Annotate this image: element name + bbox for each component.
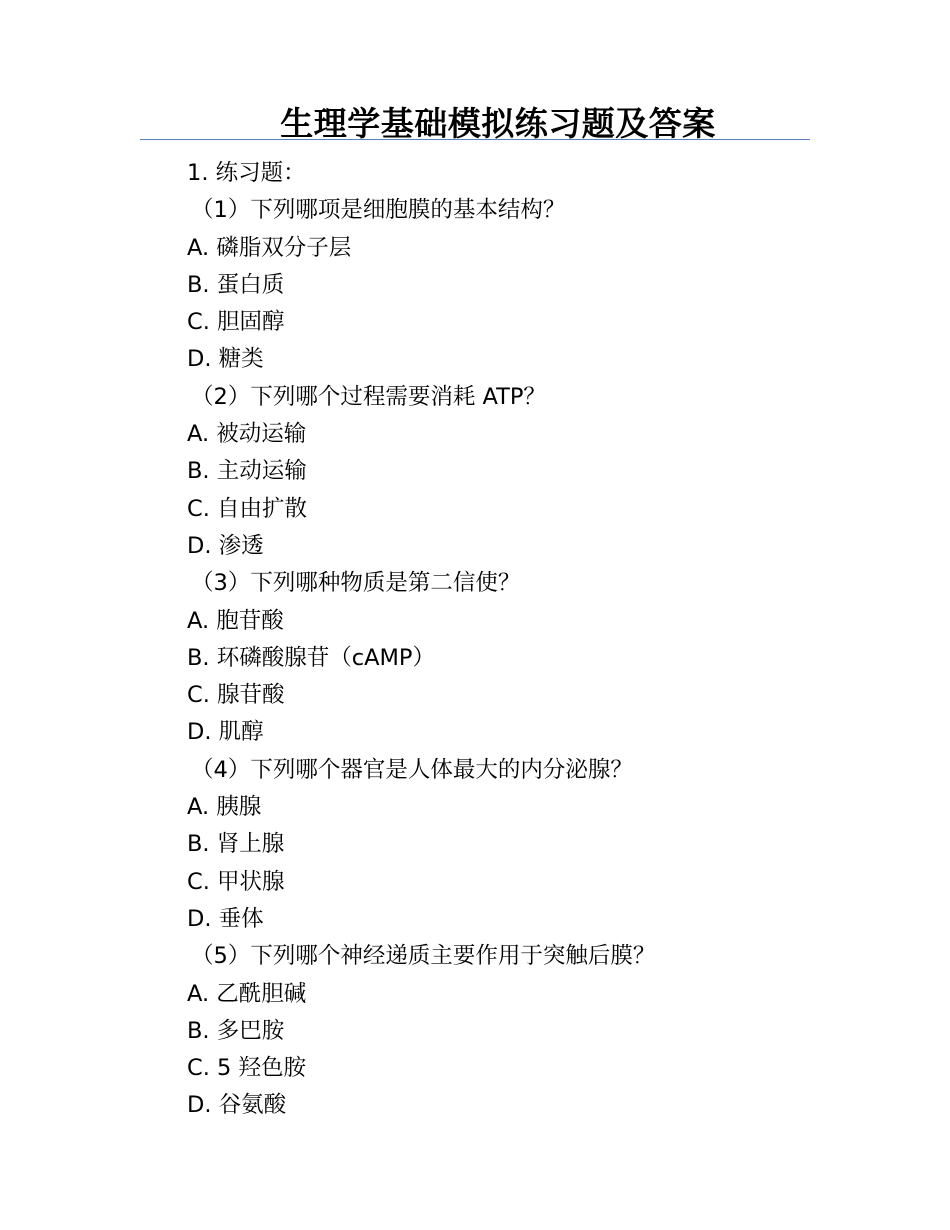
option-c: C. 5 羟色胺 [187,1055,306,1082]
option-c: C. 胆固醇 [187,309,285,336]
option-b: B. 环磷酸腺苷（cAMP） [187,644,435,671]
option-d: D. 垂体 [187,905,264,932]
option-c: C. 自由扩散 [187,495,308,522]
option-a: A. 胰腺 [187,794,262,821]
option-d: D. 谷氨酸 [187,1092,287,1119]
option-a: A. 胞苷酸 [187,607,284,634]
option-a: A. 乙酰胆碱 [187,980,307,1007]
question-stem: （5）下列哪个神经递质主要作用于突触后膜？ [191,943,656,970]
question-block [187,938,887,1124]
option-a: A. 被动运输 [187,421,307,448]
option-b: B. 蛋白质 [187,271,285,298]
option-a: A. 磷脂双分子层 [187,234,352,261]
option-d: D. 渗透 [187,532,264,559]
section-heading: 1. 练习题： [187,160,306,186]
option-b: B. 多巴胺 [187,1017,285,1044]
question-stem: （4）下列哪个器官是人体最大的内分泌腺？ [191,756,633,783]
question-block [187,379,887,565]
question-stem: （2）下列哪个过程需要消耗 ATP？ [191,383,546,410]
option-d: D. 糖类 [187,346,264,373]
title-underline [140,139,810,140]
question-block [187,565,887,751]
option-c: C. 甲状腺 [187,868,285,895]
question-block [187,192,887,378]
option-d: D. 肌醇 [187,719,264,746]
option-b: B. 肾上腺 [187,831,285,858]
question-stem: （3）下列哪种物质是第二信使？ [191,570,521,597]
exercise-content [187,155,887,1125]
question-stem: （1）下列哪项是细胞膜的基本结构？ [191,197,566,224]
option-b: B. 主动运输 [187,458,307,485]
option-c: C. 腺苷酸 [187,682,285,709]
question-block [187,752,887,938]
page-title: 生理学基础模拟练习题及答案 [280,104,716,143]
